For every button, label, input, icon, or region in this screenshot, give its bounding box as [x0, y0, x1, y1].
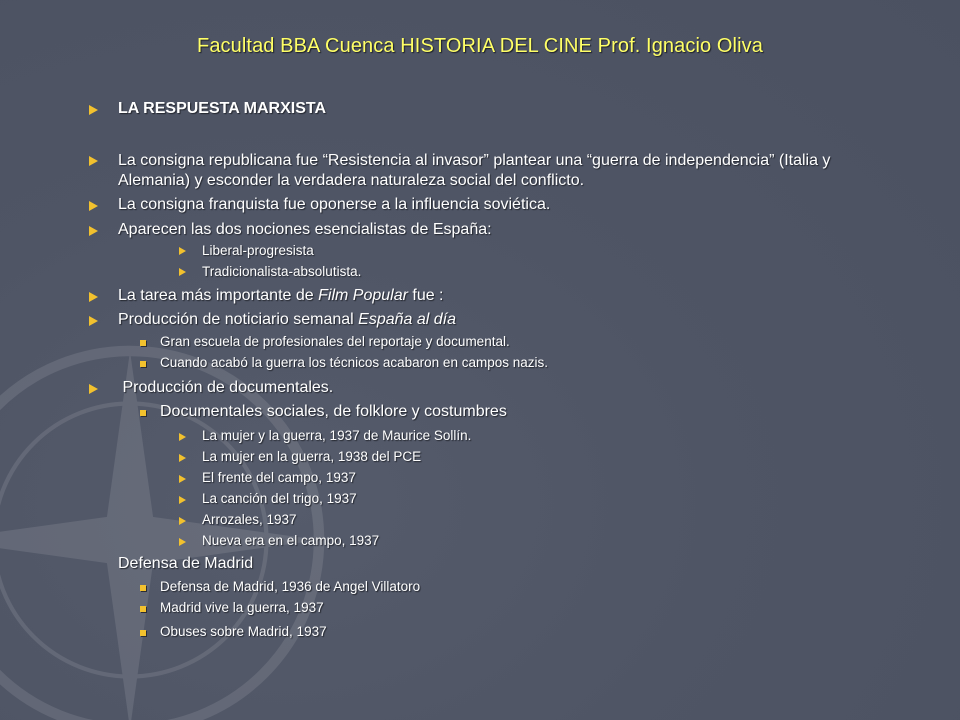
film-item: La mujer y la guerra, 1937 de Maurice Sollín.	[202, 428, 472, 443]
nocion-tradicionalista: Tradicionalista-absolutista.	[202, 264, 362, 279]
defensa-film-item: Madrid vive la guerra, 1937	[160, 600, 324, 615]
arrow-bullet-icon	[179, 247, 186, 255]
arrow-bullet-icon	[89, 105, 98, 115]
arrow-bullet-icon	[179, 433, 186, 441]
guerra-acabo: Cuando acabó la guerra los técnicos acabaron en campos nazis.	[160, 355, 548, 370]
square-bullet-icon	[140, 361, 146, 367]
film-item: Nueva era en el campo, 1937	[202, 533, 380, 548]
arrow-bullet-icon	[179, 496, 186, 504]
arrow-bullet-icon	[179, 475, 186, 483]
defensa-madrid-heading: Defensa de Madrid	[118, 555, 254, 572]
film-item: La mujer en la guerra, 1938 del PCE	[202, 449, 422, 464]
square-bullet-icon	[140, 630, 146, 636]
arrow-bullet-icon	[89, 384, 98, 394]
gran-escuela: Gran escuela de profesionales del reportaje y documental.	[160, 334, 510, 349]
defensa-film-item: Obuses sobre Madrid, 1937	[160, 624, 327, 639]
section-heading: LA RESPUESTA MARXISTA	[118, 100, 327, 117]
produccion-noticiario	[118, 311, 456, 329]
film-popular-title: Film Popular	[318, 287, 408, 304]
arrow-bullet-icon	[89, 226, 98, 236]
square-bullet-icon	[140, 340, 146, 346]
tarea-prefix: La tarea más importante de	[118, 287, 319, 304]
defensa-film-item: Defensa de Madrid, 1936 de Angel Villatoro	[160, 579, 421, 594]
produccion-prefix: Producción de noticiario semanal	[118, 311, 359, 328]
slide-title: Facultad BBA Cuenca HISTORIA DEL CINE Prof. Ignacio Oliva	[197, 35, 763, 57]
documentales-sociales: Documentales sociales, de folklore y costumbres	[160, 403, 507, 420]
consigna-franquista: La consigna franquista fue oponerse a la influencia soviética.	[118, 196, 551, 213]
tarea-film-popular	[118, 287, 444, 305]
square-bullet-icon	[140, 410, 146, 416]
film-item: El frente del campo, 1937	[202, 470, 356, 485]
film-item: La canción del trigo, 1937	[202, 491, 357, 506]
espana-al-dia-title: España al día	[358, 311, 456, 328]
produccion-documentales: Producción de documentales.	[118, 379, 334, 396]
consigna-republicana: La consigna republicana fue “Resistencia al invasor” plantear una “guerra de independencia” (Italia y Alemania) y esconder la verdadera naturaleza social del conflicto.	[118, 152, 831, 189]
arrow-bullet-icon	[89, 316, 98, 326]
arrow-bullet-icon	[179, 454, 186, 462]
arrow-bullet-icon	[179, 538, 186, 546]
film-item: Arrozales, 1937	[202, 512, 297, 527]
arrow-bullet-icon	[179, 268, 186, 276]
arrow-bullet-icon	[89, 156, 98, 166]
nociones-esencialistas: Aparecen las dos nociones esencialistas de España:	[118, 221, 492, 238]
arrow-bullet-icon	[89, 201, 98, 211]
square-bullet-icon	[140, 585, 146, 591]
tarea-suffix: fue :	[407, 287, 444, 304]
nocion-liberal: Liberal-progresista	[202, 243, 314, 258]
arrow-bullet-icon	[89, 292, 98, 302]
square-bullet-icon	[140, 606, 146, 612]
arrow-bullet-icon	[179, 517, 186, 525]
